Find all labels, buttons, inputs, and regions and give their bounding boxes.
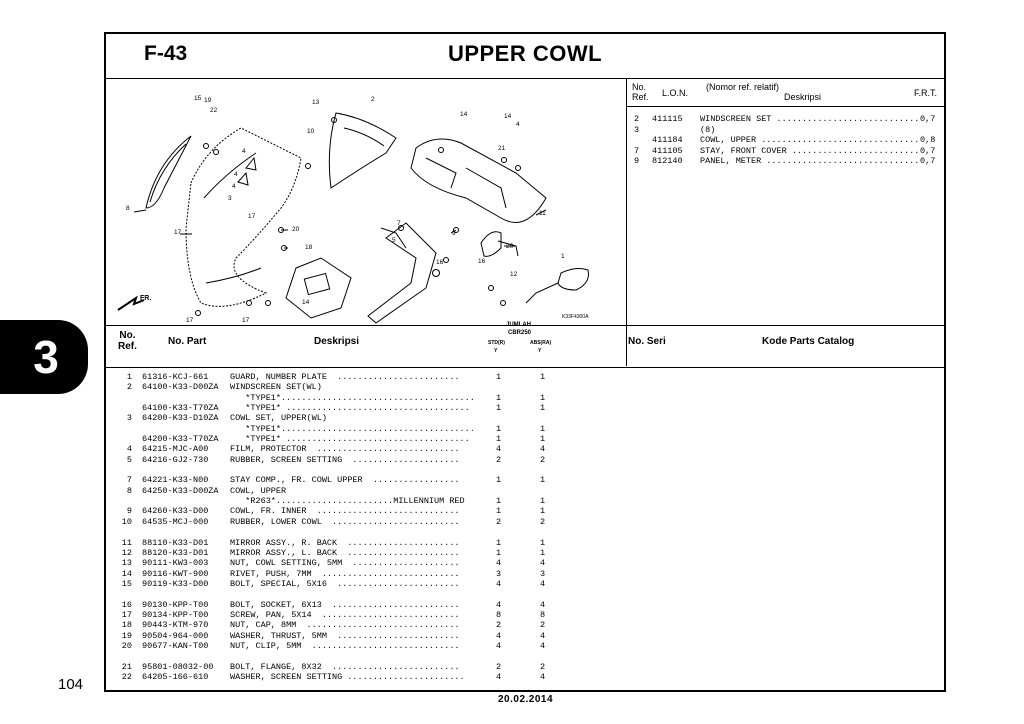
row-desc: *TYPE1* .................................... <box>230 403 470 414</box>
row-std: 2 <box>496 661 502 672</box>
row-abs: 2 <box>540 661 546 672</box>
row-std: 1 <box>496 392 502 403</box>
row-desc: GUARD, NUMBER PLATE ........................ <box>230 372 460 382</box>
row-abs: 2 <box>540 454 546 465</box>
row-std: 8 <box>496 609 502 620</box>
frt-lon: 411115 <box>652 114 683 124</box>
table-row <box>106 651 944 661</box>
row-std: 1 <box>496 547 502 558</box>
table-row <box>106 506 944 516</box>
parts-header-serial: No. Seri <box>628 336 666 347</box>
row-desc: NUT, CLIP, 5MM ............................. <box>230 640 460 651</box>
frt-desc: (8) <box>700 124 716 135</box>
row-desc: COWL SET, UPPER(WL) <box>230 413 327 424</box>
callout-number: 14 <box>460 111 468 118</box>
row-ref: 9 <box>126 506 132 517</box>
callout-number: 1 <box>561 253 565 260</box>
table-row <box>106 455 944 465</box>
row-desc: STAY COMP., FR. COWL UPPER ................. <box>230 475 460 486</box>
parts-header-abs: ABS(RA) <box>530 340 552 346</box>
callout-number: 10 <box>307 128 315 135</box>
frt-reference-row <box>626 156 944 167</box>
row-ref: 17 <box>121 609 132 620</box>
row-std: 1 <box>496 372 502 382</box>
table-row <box>106 413 944 423</box>
row-ref: 10 <box>121 516 132 527</box>
row-abs: 4 <box>540 578 546 589</box>
page-header <box>106 34 944 79</box>
table-row <box>106 434 944 444</box>
row-ref: 2 <box>126 382 132 393</box>
row-ref: 21 <box>121 661 132 672</box>
table-row <box>106 548 944 558</box>
row-part: 90130-KPP-T00 <box>142 599 209 610</box>
row-ref: 16 <box>121 599 132 610</box>
row-std: 1 <box>496 434 502 445</box>
row-std: 1 <box>496 423 502 434</box>
row-part: 64200-K33-T70ZA <box>142 434 219 445</box>
front-label: FR. <box>140 295 152 302</box>
row-desc: COWL, UPPER <box>230 485 287 496</box>
table-row <box>106 538 944 548</box>
callout-number: 16 <box>436 259 444 266</box>
row-abs: 1 <box>540 423 546 434</box>
row-desc: RIVET, PUSH, 7MM ........................... <box>230 568 460 579</box>
row-part: 88110-K33-D01 <box>142 537 209 548</box>
callout-number: 4 <box>232 183 236 190</box>
front-direction-arrow <box>118 295 151 310</box>
row-abs: 1 <box>540 547 546 558</box>
row-ref: 22 <box>121 671 132 682</box>
row-desc: NUT, COWL SETTING, 5MM ..................... <box>230 558 460 569</box>
row-desc: BOLT, FLANGE, 8X32 ......................... <box>230 661 460 672</box>
table-row <box>106 517 944 527</box>
parts-header-catalog: Kode Parts Catalog <box>762 336 855 347</box>
row-ref: 5 <box>126 454 132 465</box>
row-part: 64250-K33-D00ZA <box>142 485 219 496</box>
frt-frt: 0,7 <box>920 114 936 124</box>
frt-ref: 7 <box>634 145 640 156</box>
frt-lon: 812140 <box>652 156 683 166</box>
page-title: UPPER COWL <box>447 41 603 66</box>
callout-number: 17 <box>186 317 194 324</box>
parts-list <box>106 372 944 682</box>
row-part: 64205-166-610 <box>142 671 209 682</box>
callout-number: 7 <box>397 220 401 227</box>
row-desc: BOLT, SOCKET, 6X13 ......................... <box>230 599 460 610</box>
row-desc: WASHER, SCREEN SETTING ....................... <box>230 671 465 682</box>
row-std: 1 <box>496 506 502 517</box>
parts-header-y2: Y <box>538 348 542 354</box>
row-desc: *TYPE1*...................................... <box>230 392 475 403</box>
callout-number: 11 <box>539 210 546 217</box>
row-std: 2 <box>496 620 502 631</box>
row-ref: 20 <box>121 640 132 651</box>
table-row <box>106 631 944 641</box>
row-ref: 14 <box>121 568 132 579</box>
row-std: 4 <box>496 558 502 569</box>
callout-number: 4 <box>234 171 238 178</box>
row-part: 64221-K33-N00 <box>142 475 209 486</box>
row-part: 90677-KAN-T00 <box>142 640 209 651</box>
row-abs: 4 <box>540 444 546 455</box>
callout-number: 12 <box>510 271 518 278</box>
callout-number: 20 <box>292 226 300 233</box>
row-part: 64200-K33-D10ZA <box>142 413 219 424</box>
table-row <box>106 641 944 651</box>
table-row <box>106 382 944 392</box>
row-abs: 1 <box>540 392 546 403</box>
header-divider <box>626 325 627 366</box>
frt-ref: 3 <box>634 124 640 135</box>
frt-reference-row <box>626 146 944 157</box>
row-abs: 2 <box>540 516 546 527</box>
row-desc: RUBBER, LOWER COWL ......................... <box>230 516 460 527</box>
parts-header-ref: No. Ref. <box>118 330 137 352</box>
row-desc: NUT, CAP, 8MM .............................. <box>230 620 460 631</box>
row-std: 2 <box>496 516 502 527</box>
row-std: 4 <box>496 640 502 651</box>
row-desc: SCREW, PAN, 5X14 ........................... <box>230 609 460 620</box>
row-desc: MIRROR ASSY., L. BACK ...................... <box>230 547 460 558</box>
row-part: 64216-GJ2-730 <box>142 454 209 465</box>
row-ref: 18 <box>121 620 132 631</box>
row-abs: 1 <box>540 537 546 548</box>
row-std: 1 <box>496 403 502 414</box>
row-ref: 3 <box>126 413 132 424</box>
row-std: 4 <box>496 630 502 641</box>
table-row <box>106 372 944 382</box>
frt-ref: 2 <box>634 114 640 124</box>
table-row <box>106 444 944 454</box>
parts-header-jumlah: JUMLAH <box>506 322 531 328</box>
row-desc: MIRROR ASSY., R. BACK ...................... <box>230 537 460 548</box>
row-abs: 2 <box>540 620 546 631</box>
row-std: 4 <box>496 444 502 455</box>
table-row <box>106 662 944 672</box>
table-row <box>106 393 944 403</box>
row-abs: 1 <box>540 372 546 382</box>
parts-diagram <box>106 78 624 325</box>
table-row <box>106 486 944 496</box>
callout-number: 8 <box>126 205 130 212</box>
row-abs: 1 <box>540 475 546 486</box>
ref-header-no: No. Ref. <box>632 82 649 102</box>
callout-number: 18 <box>305 244 313 251</box>
callout-number: 9 <box>452 230 456 237</box>
ref-header-lon: L.O.N. <box>662 88 689 98</box>
row-ref: 8 <box>126 485 132 496</box>
parts-header-desc: Deskripsi <box>314 336 360 347</box>
row-std: 4 <box>496 671 502 682</box>
callout-number: 4 <box>242 148 246 155</box>
parts-header-std: STD(R) <box>488 340 505 346</box>
row-part: 64100-K33-T70ZA <box>142 403 219 414</box>
callout-number: 22 <box>210 107 218 114</box>
callout-number: 14 <box>302 299 310 306</box>
parts-header-y1: Y <box>494 348 498 354</box>
row-ref: 15 <box>121 578 132 589</box>
frt-lon: 411184 <box>652 135 683 145</box>
section-tab: 3 <box>0 320 88 394</box>
row-part: 90504-964-000 <box>142 630 209 641</box>
footer-date: 20.02.2014 <box>498 694 554 705</box>
row-ref: 7 <box>126 475 132 486</box>
callout-number: 19 <box>204 97 212 104</box>
row-desc: *R263*.......................MILLENNIUM RED <box>230 496 465 507</box>
frt-frt: 0,7 <box>920 156 936 166</box>
row-desc: WINDSCREEN SET(WL) <box>230 382 322 393</box>
row-part: 90134-KPP-T00 <box>142 609 209 620</box>
row-std: 2 <box>496 454 502 465</box>
table-row <box>106 620 944 630</box>
frt-desc: COWL, UPPER ............................... <box>700 135 920 145</box>
row-desc: WASHER, THRUST, 5MM ........................ <box>230 630 460 641</box>
callout-number: 14 <box>504 113 512 120</box>
row-desc: RUBBER, SCREEN SETTING ..................... <box>230 454 460 465</box>
catalog-frame <box>104 32 946 692</box>
row-ref: 13 <box>121 558 132 569</box>
table-row <box>106 465 944 475</box>
row-desc: COWL, FR. INNER ............................ <box>230 506 460 517</box>
callout-number: 4 <box>516 121 520 128</box>
row-desc: *TYPE1* .................................... <box>230 434 470 445</box>
row-abs: 8 <box>540 609 546 620</box>
row-part: 90111-KW3-003 <box>142 558 209 569</box>
row-std: 1 <box>496 537 502 548</box>
figure-code: F-43 <box>144 42 188 65</box>
row-abs: 4 <box>540 640 546 651</box>
frt-reference-header <box>626 78 944 107</box>
callout-number: 3 <box>228 195 232 202</box>
row-part: 64215-MJC-A00 <box>142 444 209 455</box>
row-std: 1 <box>496 496 502 507</box>
ref-header-relative: (Nomor ref. relatif) <box>706 82 780 92</box>
row-std: 4 <box>496 578 502 589</box>
table-row <box>106 496 944 506</box>
exploded-view-illustration <box>106 78 627 325</box>
row-ref: 11 <box>121 537 132 548</box>
row-abs: 1 <box>540 506 546 517</box>
frt-frt: 0,7 <box>920 145 936 156</box>
frt-reference-row <box>626 114 944 125</box>
ref-header-frt: F.R.T. <box>914 88 938 98</box>
table-row <box>106 589 944 599</box>
parts-table-header <box>106 322 944 368</box>
row-part: 61316-KCJ-661 <box>142 372 209 382</box>
row-abs: 1 <box>540 403 546 414</box>
parts-header-partno: No. Part <box>168 336 207 347</box>
table-row <box>106 600 944 610</box>
table-row <box>106 424 944 434</box>
row-part: 64100-K33-D00ZA <box>142 382 219 393</box>
frt-reference-rows <box>626 114 944 167</box>
table-row <box>106 569 944 579</box>
row-abs: 3 <box>540 568 546 579</box>
row-part: 90119-K33-D00 <box>142 578 209 589</box>
row-abs: 1 <box>540 496 546 507</box>
table-row <box>106 527 944 537</box>
row-std: 4 <box>496 599 502 610</box>
row-part: 90443-KTM-970 <box>142 620 209 631</box>
callout-number: 21 <box>498 145 506 152</box>
callout-number: 17 <box>174 229 182 236</box>
row-part: 90116-KWT-900 <box>142 568 209 579</box>
callout-number: 16 <box>478 258 486 265</box>
row-abs: 4 <box>540 671 546 682</box>
row-abs: 4 <box>540 599 546 610</box>
row-std: 1 <box>496 475 502 486</box>
table-row <box>106 610 944 620</box>
callout-number: 17 <box>242 317 250 324</box>
frt-ref: 9 <box>634 156 640 166</box>
row-abs: 4 <box>540 630 546 641</box>
row-ref: 1 <box>126 372 132 382</box>
callout-number: 13 <box>312 99 320 106</box>
row-part: 64260-K33-D00 <box>142 506 209 517</box>
frt-frt: 0,8 <box>920 135 936 145</box>
table-row <box>106 558 944 568</box>
row-abs: 1 <box>540 434 546 445</box>
callout-number: 15 <box>194 95 202 102</box>
frt-desc: PANEL, METER .............................. <box>700 156 920 166</box>
frt-reference-row <box>626 135 944 146</box>
ref-header-desc: Deskripsi <box>784 92 822 102</box>
row-std: 3 <box>496 568 502 579</box>
row-abs: 4 <box>540 558 546 569</box>
row-ref: 12 <box>121 547 132 558</box>
row-part: 88120-K33-D01 <box>142 547 209 558</box>
row-desc: *TYPE1*...................................... <box>230 423 475 434</box>
row-ref: 4 <box>126 444 132 455</box>
row-desc: BOLT, SPECIAL, 5X16 ........................ <box>230 578 460 589</box>
row-part: 64535-MCJ-000 <box>142 516 209 527</box>
callout-number: 5 <box>392 237 396 244</box>
row-ref: 19 <box>121 630 132 641</box>
frt-desc: STAY, FRONT COVER ......................... <box>700 145 920 156</box>
table-row <box>106 403 944 413</box>
image-code: K33F4300A <box>562 314 589 320</box>
page-number: 104 <box>58 676 84 693</box>
callout-number: 2 <box>371 96 375 103</box>
frt-desc: WINDSCREEN SET ............................ <box>700 114 920 124</box>
row-part: 95801-08032-00 <box>142 661 214 672</box>
table-row <box>106 475 944 485</box>
callout-number: 20 <box>506 243 514 250</box>
frt-reference-row <box>626 125 944 136</box>
callout-numbers <box>126 95 565 324</box>
parts-header-model: CBR250 <box>508 330 532 336</box>
frt-reference-panel <box>626 78 944 325</box>
table-row <box>106 579 944 589</box>
table-row <box>106 672 944 682</box>
callout-number: 17 <box>248 213 256 220</box>
frt-lon: 411105 <box>652 145 683 156</box>
row-desc: FILM, PROTECTOR ............................ <box>230 444 460 455</box>
